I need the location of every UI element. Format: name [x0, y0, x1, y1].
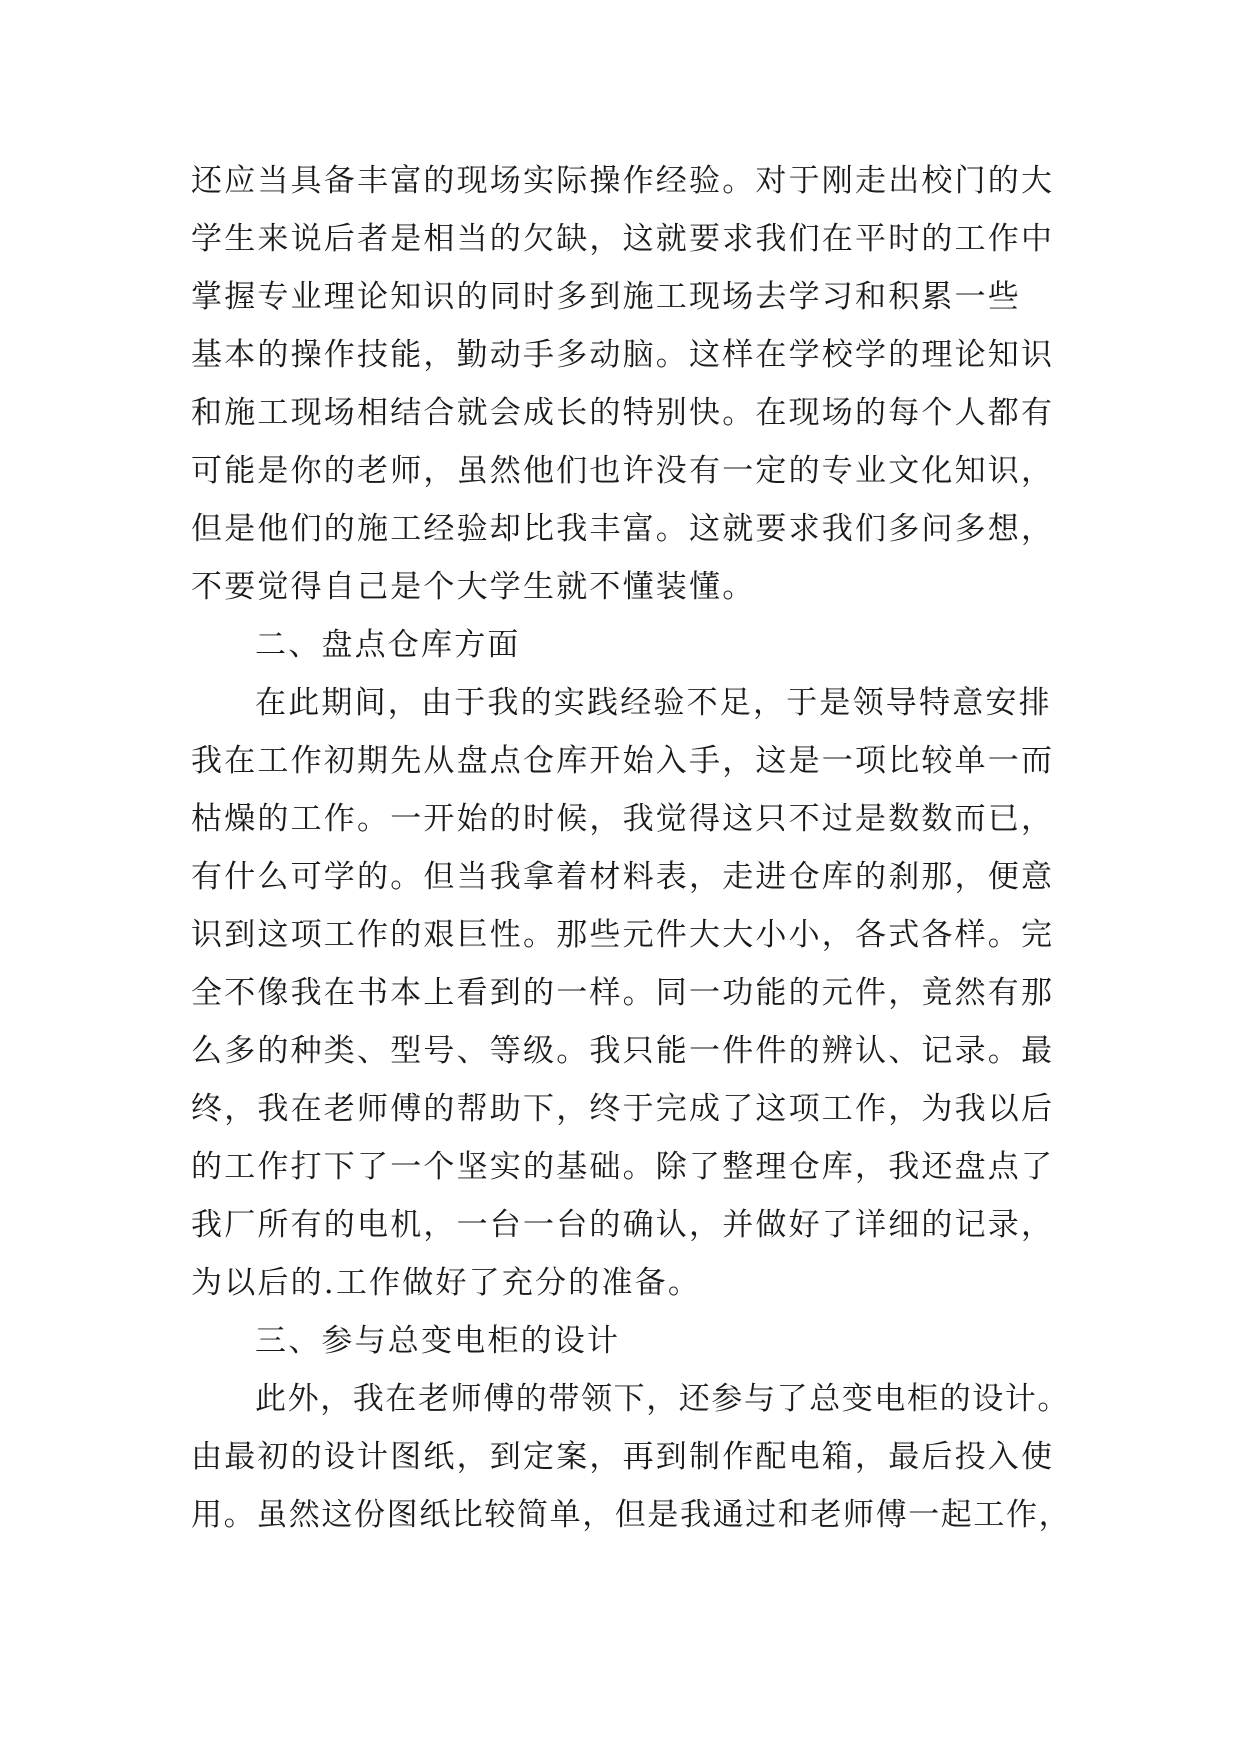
paragraph-line: 由最初的设计图纸，到定案，再到制作配电箱，最后投入使	[191, 1439, 1055, 1475]
paragraph-line: 学生来说后者是相当的欠缺，这就要求我们在平时的工作中	[191, 221, 1055, 257]
paragraph-line: 有什么可学的。但当我拿着材料表，走进仓库的刹那，便意	[191, 859, 1055, 895]
document-body	[191, 152, 1071, 1544]
paragraph-line: 枯燥的工作。一开始的时候，我觉得这只不过是数数而已，	[191, 801, 1055, 837]
paragraph-line: 我在工作初期先从盘点仓库开始入手，这是一项比较单一而	[191, 743, 1055, 779]
paragraph-line: 为以后的.工作做好了充分的准备。	[191, 1265, 702, 1301]
paragraph-line: 识到这项工作的艰巨性。那些元件大大小小，各式各样。完	[191, 917, 1055, 953]
paragraph-line: 全不像我在书本上看到的一样。同一功能的元件，竟然有那	[191, 975, 1055, 1011]
paragraph-line: 掌握专业理论知识的同时多到施工现场去学习和积累一些	[191, 279, 1021, 315]
paragraph-line: 不要觉得自己是个大学生就不懂装懂。	[191, 569, 756, 605]
paragraph-line: 终，我在老师傅的帮助下，终于完成了这项工作，为我以后	[191, 1091, 1055, 1127]
paragraph-line: 但是他们的施工经验却比我丰富。这就要求我们多问多想，	[191, 511, 1055, 547]
paragraph-line: 么多的种类、型号、等级。我只能一件件的辨认、记录。最	[191, 1033, 1055, 1069]
paragraph-line-indented: 在此期间，由于我的实践经验不足，于是领导特意安排	[255, 685, 1052, 721]
paragraph-line: 和施工现场相结合就会成长的特别快。在现场的每个人都有	[191, 395, 1055, 431]
paragraph-line: 可能是你的老师，虽然他们也许没有一定的专业文化知识，	[191, 453, 1055, 489]
paragraph-line: 我厂所有的电机，一台一台的确认，并做好了详细的记录，	[191, 1207, 1055, 1243]
paragraph-line-indented: 三、参与总变电柜的设计	[255, 1323, 621, 1359]
paragraph-line: 基本的操作技能，勤动手多动脑。这样在学校学的理论知识	[191, 337, 1055, 373]
paragraph-line-indented: 二、盘点仓库方面	[255, 627, 521, 663]
paragraph-line: 用。虽然这份图纸比较简单，但是我通过和老师傅一起工作，	[191, 1497, 1072, 1533]
paragraph-line-indented: 此外，我在老师傅的带领下，还参与了总变电柜的设计。	[255, 1381, 1070, 1417]
paragraph-line: 的工作打下了一个坚实的基础。除了整理仓库，我还盘点了	[191, 1149, 1055, 1185]
paragraph-line: 还应当具备丰富的现场实际操作经验。对于刚走出校门的大	[191, 163, 1055, 199]
